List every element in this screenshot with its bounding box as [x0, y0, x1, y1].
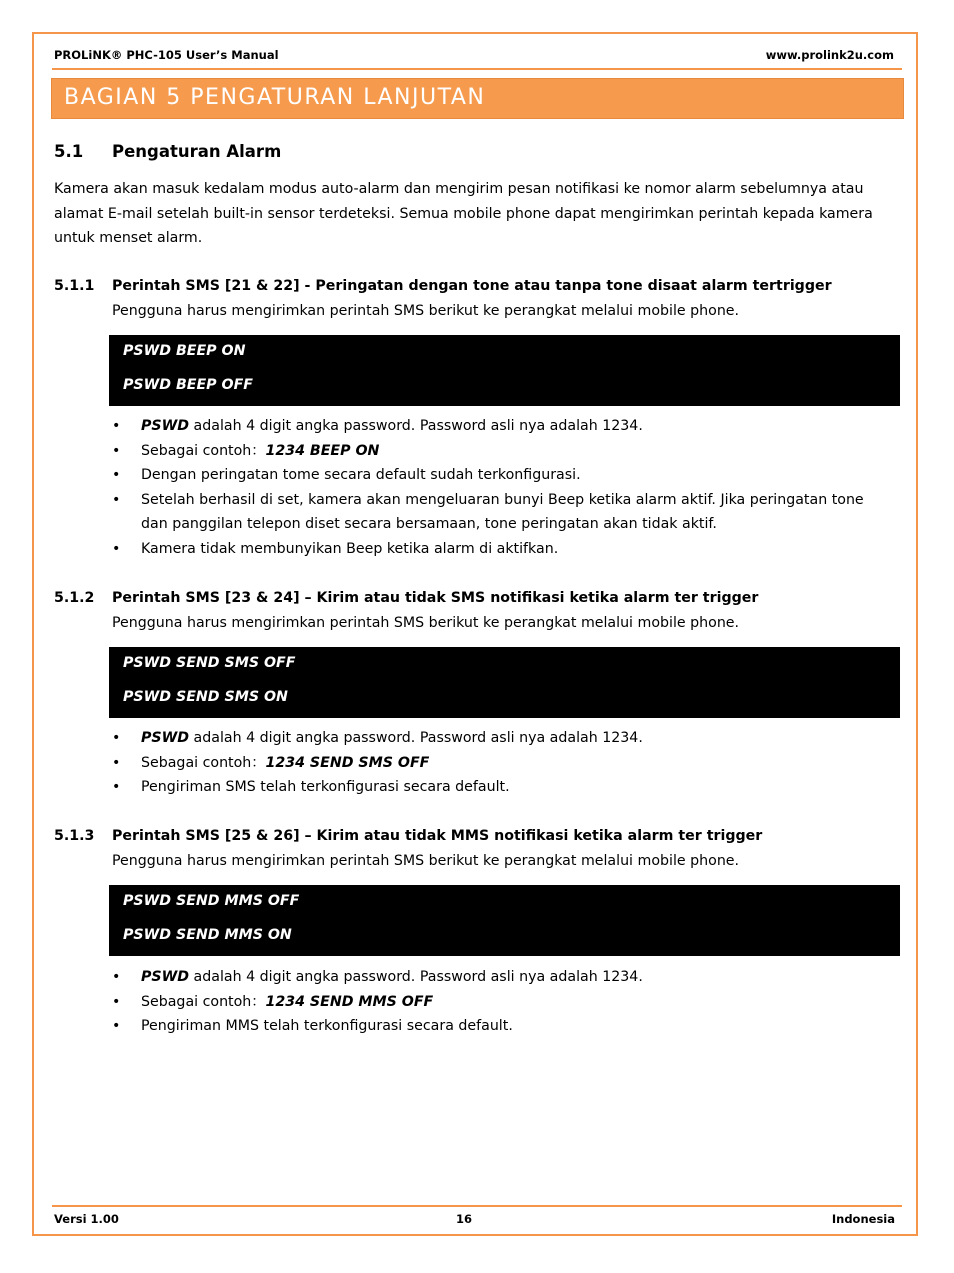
list-item: • Pengiriman MMS telah terkonfigurasi secara default. — [112, 1014, 892, 1039]
list-item: • Sebagai contoh：1234 SEND SMS OFF — [112, 751, 892, 776]
list-item: • Setelah berhasil di set, kamera akan mengeluaran bunyi Beep ketika alarm aktif. Jika peringatan tone dan panggilan telepon diset secara bersamaan, tone peringatan akan tidak aktif. — [112, 488, 892, 537]
list-item: • Sebagai contoh：1234 SEND MMS OFF — [112, 990, 892, 1015]
footer-version: Versi 1.00 — [54, 1212, 119, 1226]
command-box — [109, 885, 900, 956]
intro-line: untuk menset alarm. — [54, 230, 203, 246]
command-line: PSWD BEEP OFF — [123, 377, 253, 393]
subsection-number: 5.1.3 — [54, 828, 95, 844]
list-item: • PSWD adalah 4 digit angka password. Password asli nya adalah 1234. — [112, 726, 892, 751]
intro-line: alamat E-mail setelah built-in sensor terdeteksi. Semua mobile phone dapat mengirimkan perintah kepada kamera — [54, 205, 873, 222]
bullet-list — [112, 414, 892, 561]
header-divider — [52, 68, 902, 70]
command-line: PSWD BEEP ON — [123, 343, 246, 359]
chapter-banner — [51, 78, 904, 119]
command-box — [109, 647, 900, 718]
list-item: • Pengiriman SMS telah terkonfigurasi secara default. — [112, 775, 892, 800]
list-item: • Kamera tidak membunyikan Beep ketika alarm di aktifkan. — [112, 537, 892, 562]
list-item: • PSWD adalah 4 digit angka password. Password asli nya adalah 1234. — [112, 965, 892, 990]
subsection-lead: Pengguna harus mengirimkan perintah SMS berikut ke perangkat melalui mobile phone. — [112, 853, 740, 869]
header-website: www.prolink2u.com — [765, 48, 894, 62]
list-item: • PSWD adalah 4 digit angka password. Password asli nya adalah 1234. — [112, 414, 892, 439]
footer-divider — [52, 1205, 902, 1207]
header-manual-title: PROLiNK® PHC-105 User’s Manual — [54, 48, 279, 62]
chapter-title: BAGIAN 5 PENGATURAN LANJUTAN — [64, 85, 486, 110]
list-item: • Sebagai contoh：1234 BEEP ON — [112, 439, 892, 464]
footer-language: Indonesia — [831, 1212, 895, 1226]
bullet-list — [112, 726, 892, 800]
subsection-title: Perintah SMS [21 & 22] - Peringatan dengan tone atau tanpa tone disaat alarm tertrigger — [112, 278, 832, 294]
page-number: 16 — [456, 1212, 473, 1226]
command-line: PSWD SEND MMS ON — [123, 927, 292, 943]
intro-line: Kamera akan masuk kedalam modus auto-alarm dan mengirim pesan notifikasi ke nomor alarm sebelumnya atau — [54, 181, 864, 197]
subsection-lead: Pengguna harus mengirimkan perintah SMS berikut ke perangkat melalui mobile phone. — [112, 303, 740, 319]
command-line: PSWD SEND SMS ON — [123, 689, 288, 705]
bullet-list — [112, 965, 892, 1039]
command-line: PSWD SEND SMS OFF — [123, 655, 296, 671]
section-number: 5.1 — [54, 142, 84, 161]
subsection-number: 5.1.2 — [54, 590, 95, 606]
command-box — [109, 335, 900, 406]
section-intro — [54, 177, 899, 251]
subsection-lead: Pengguna harus mengirimkan perintah SMS berikut ke perangkat melalui mobile phone. — [112, 615, 740, 631]
command-line: PSWD SEND MMS OFF — [123, 893, 300, 909]
section-title: Pengaturan Alarm — [112, 142, 282, 161]
subsection-number: 5.1.1 — [54, 278, 95, 294]
subsection-title: Perintah SMS [23 & 24] – Kirim atau tidak SMS notifikasi ketika alarm ter trigger — [112, 590, 759, 606]
subsection-title: Perintah SMS [25 & 26] – Kirim atau tidak MMS notifikasi ketika alarm ter trigger — [112, 828, 763, 844]
list-item: • Dengan peringatan tome secara default sudah terkonfigurasi. — [112, 463, 892, 488]
